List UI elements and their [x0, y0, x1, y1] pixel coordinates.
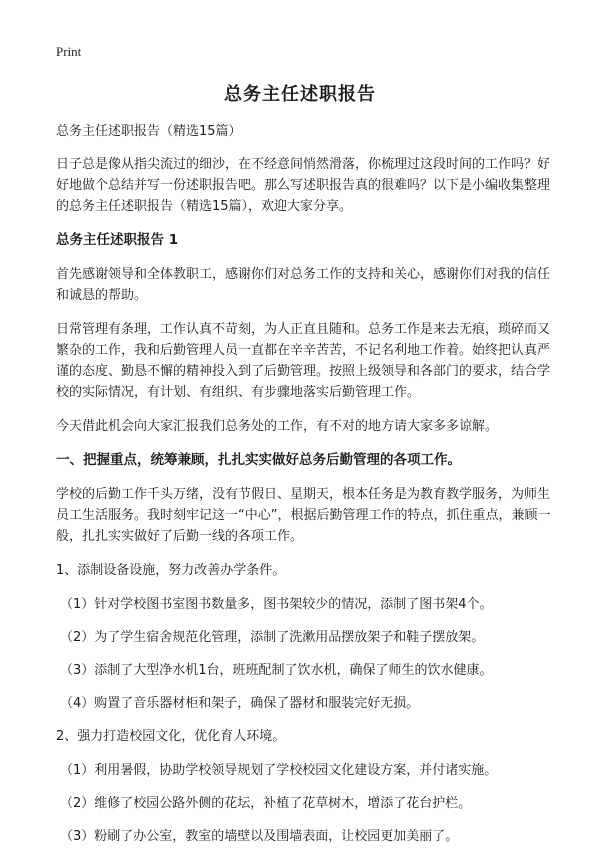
list-item: （1）针对学校图书室图书数量多，图书架较少的情况，添制了图书架4个。: [60, 597, 493, 612]
subsection-heading: 一、把握重点，统筹兼顾，扎扎实实做好总务后勤管理的各项工作。: [56, 452, 461, 468]
document-title: 总务主任述职报告: [224, 84, 376, 105]
list-item: （3）添制了大型净水机1台，班班配制了饮水机，确保了师生的饮水健康。: [60, 663, 493, 678]
list-item: （2）为了学生宿舍规范化管理，添制了洗漱用品摆放架子和鞋子摆放架。: [60, 630, 485, 645]
paragraph: 日常管理有条理，工作认真不苛刻，为人正直且随和。总务工作是来去无痕，琐碎而又繁杂的工作，我和后勤管理人员一直都在辛辛苦苦，不记名利地工作着。始终把认真严谨的态度、勤恳不懈的精神投入到了后勤管理。按照上级领导和各部门的要求，结合学校的实际情况，有计划、有组织、有步骤地落实后勤管理工作。: [56, 322, 551, 400]
point-heading: 1、添制设备设施，努力改善办学条件。: [56, 563, 286, 578]
list-item: （4）购置了音乐器材柜和架子，确保了器材和服装完好无损。: [60, 696, 420, 711]
paragraph: 首先感谢领导和全体教职工，感谢你们对总务工作的支持和关心，感谢你们对我的信任和诚恳的帮助。: [56, 267, 551, 303]
list-item: （3）粉刷了办公室，教室的墙壁以及围墙表面，让校园更加美丽了。: [60, 829, 459, 844]
document-body: [56, 121, 556, 859]
list-item: （1）利用暑假，协助学校领导规划了学校校园文化建设方案，并付诸实施。: [60, 763, 498, 778]
section-heading: 总务主任述职报告 1: [56, 232, 179, 248]
document-subtitle: 总务主任述职报告（精选15篇）: [56, 124, 242, 139]
point-heading: 2、强力打造校园文化，优化育人环境。: [56, 729, 286, 744]
print-link[interactable]: Print: [56, 44, 82, 59]
paragraph: 学校的后勤工作千头万绪，没有节假日、星期天，根本任务是为教育教学服务，为师生员工生活服务。我时刻牢记这一“中心”，根据后勤管理工作的特点，抓住重点，兼顾一般，扎扎实实做好了后勤一线的各项工作。: [56, 487, 551, 544]
list-item: （2）维修了校园公路外侧的花坛，补植了花草树木，增添了花台护栏。: [60, 796, 472, 811]
intro-paragraph: 日子总是像从指尖流过的细沙，在不经意间悄然滑落，你梳理过这段时间的工作吗？好好地做个总结并写一份述职报告吧。那么写述职报告真的很难吗？以下是小编收集整理的总务主任述职报告（精选15篇），欢迎大家分享。: [56, 157, 551, 214]
paragraph: 今天借此机会向大家汇报我们总务处的工作，有不对的地方请大家多多谅解。: [56, 419, 499, 434]
